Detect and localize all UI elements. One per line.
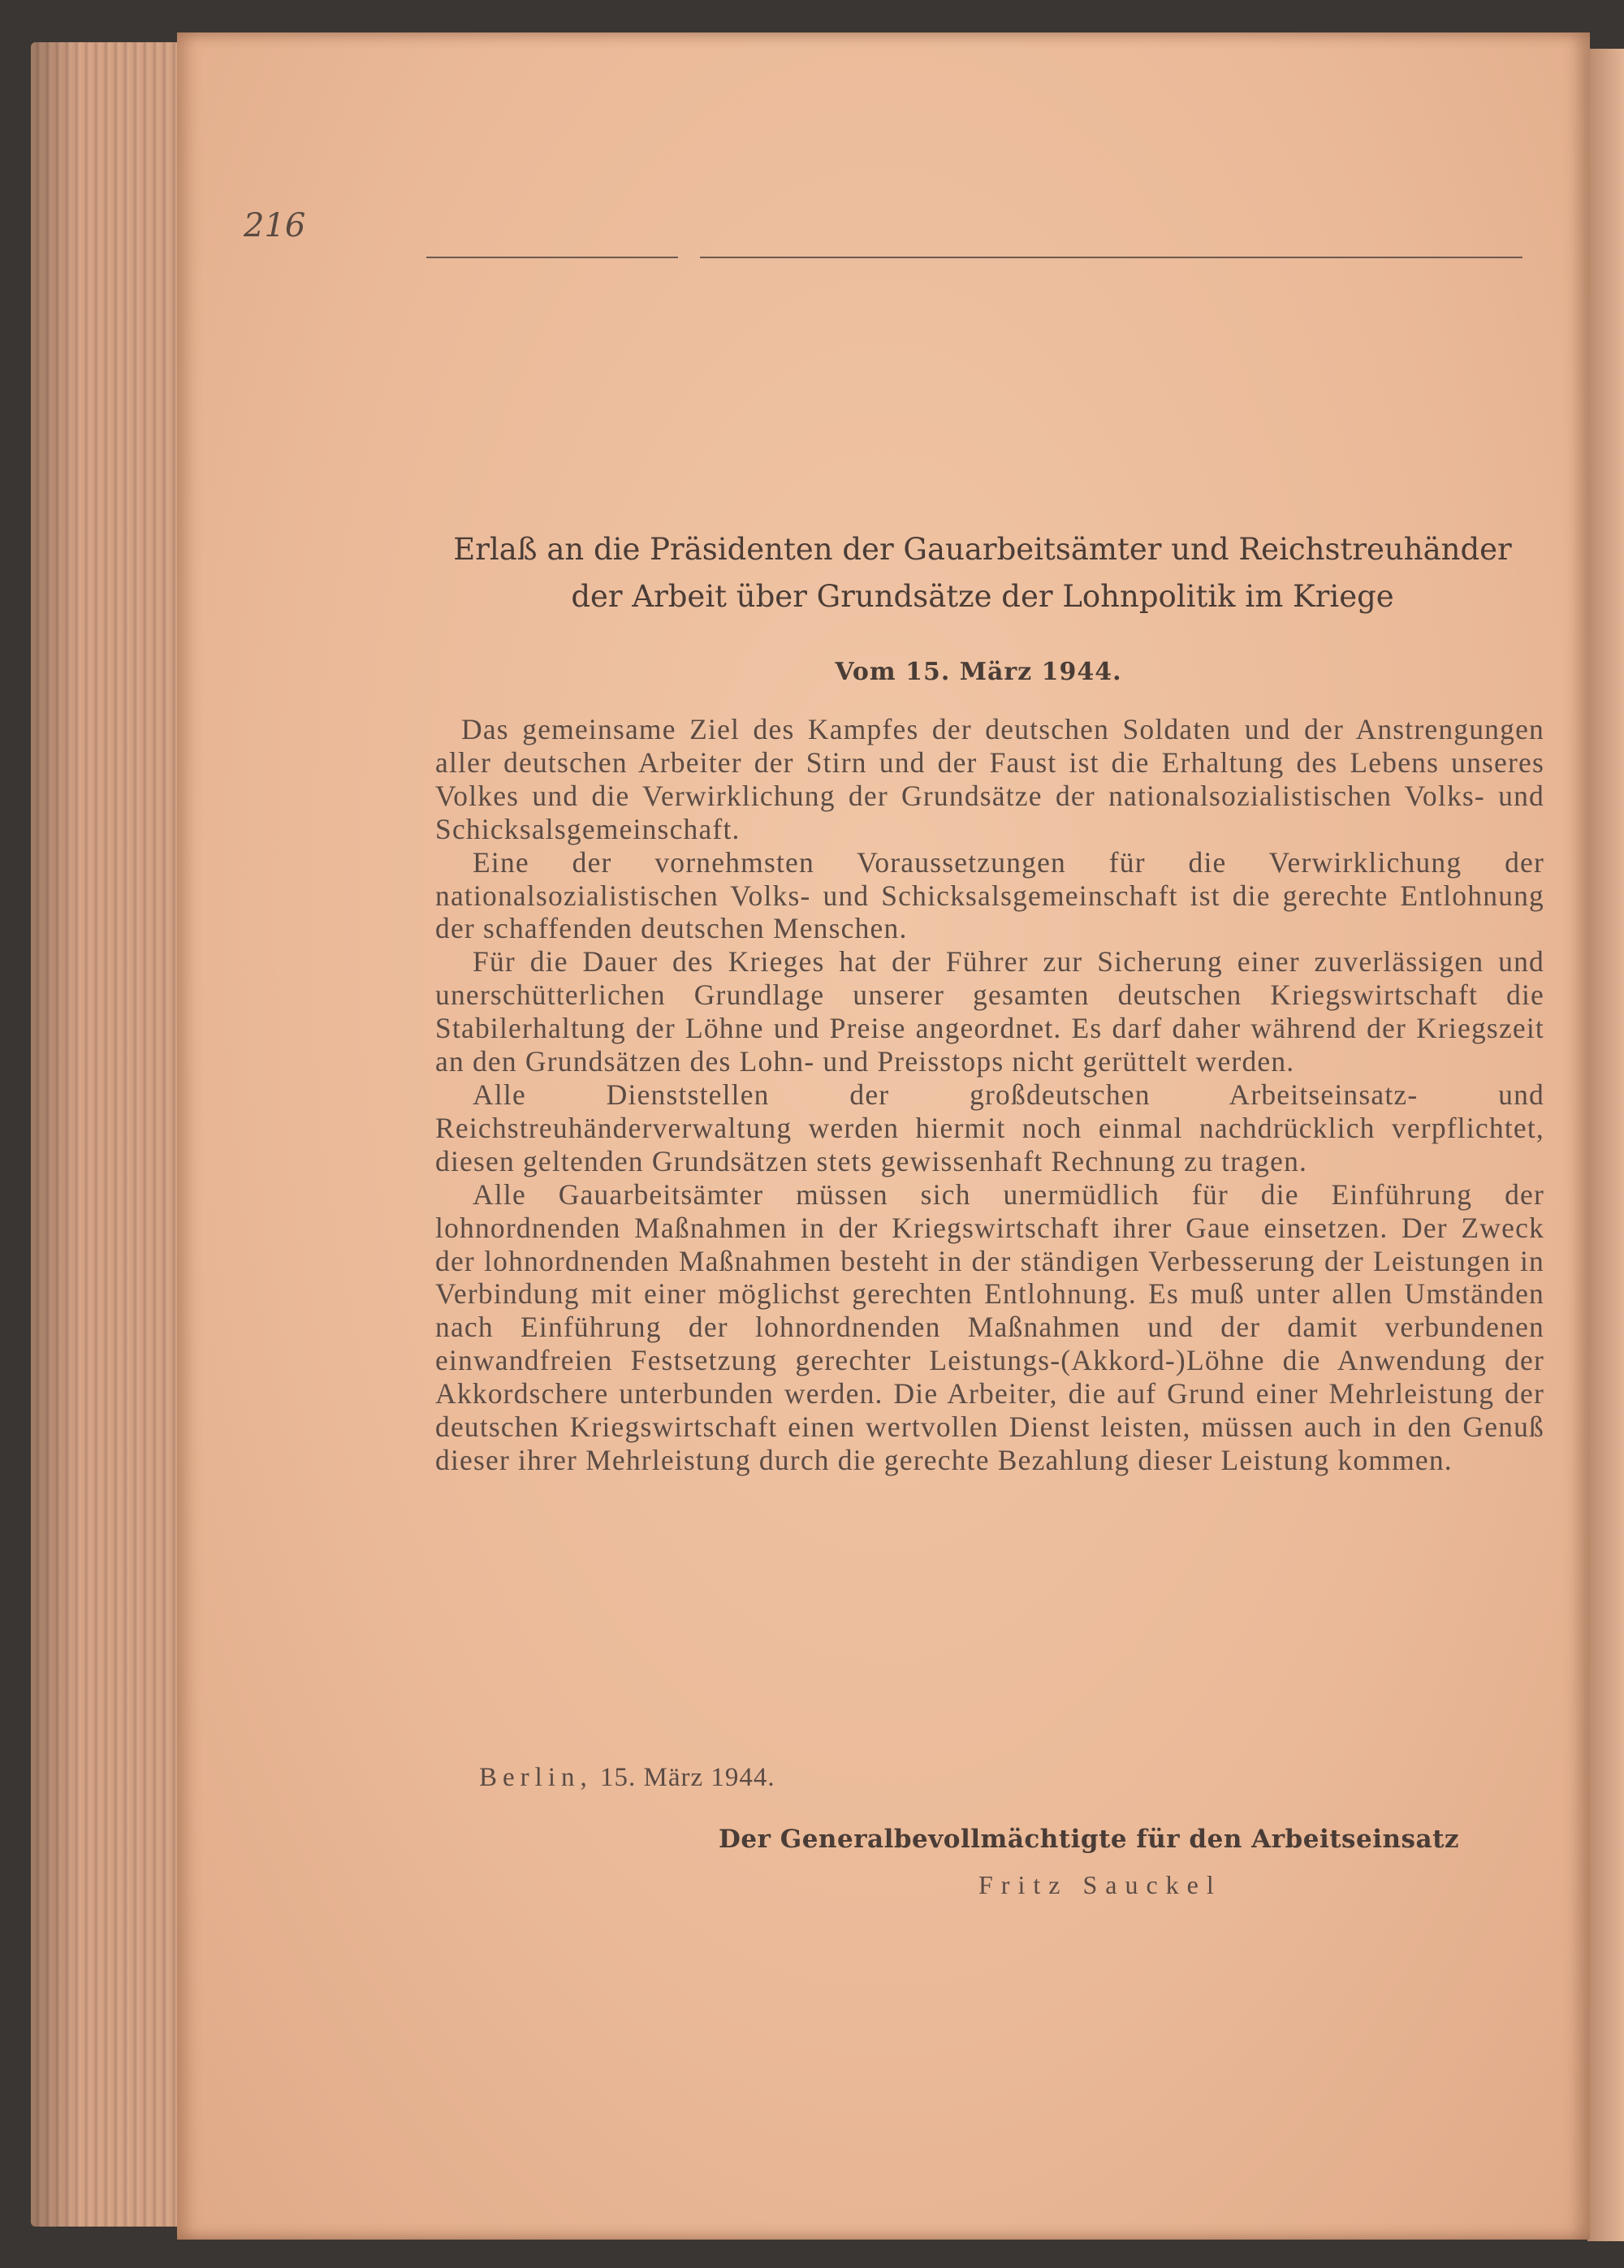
paragraph-3: Für die Dauer des Krieges hat der Führer zur Sicherung einer zuverlässigen und unerschütterlichen Grundlage unserer gesamten deutschen Kriegswirtschaft die Stabilerhaltung der Löhne und Preise angeordnet. Es darf daher während der Kriegszeit an den Grundsätzen des Lohn- und Preisstops nicht gerüttelt werden. [435,945,1544,1078]
page-number: 216 [244,207,306,244]
paragraph-1: Das gemeinsame Ziel des Kampfes der deutschen Soldaten und der Anstrengungen aller deutschen Arbeiter der Stirn und der Faust ist die Erhaltung des Lebens unseres Volkes und die Verwirklichung der Grundsätze der nationalsozialistischen Volks- und Schicksalsgemeinschaft. [435,713,1544,845]
place-and-date [479,1763,775,1793]
header-rule-right [700,257,1522,258]
closing-date: 15. März 1944. [599,1763,775,1792]
place: Berlin, [479,1763,593,1792]
page-edges-shadow [31,42,193,2227]
paragraph-4: Alle Dienststellen der großdeutschen Arbeitseinsatz- und Reichstreuhänderverwaltung werden hiermit noch einmal nachdrücklich verpflichtet, diesen geltenden Grundsätzen stets gewissenhaft Rechnung zu tragen. [435,1078,1544,1177]
title-line-2: der Arbeit über Grundsätze der Lohnpolitik im Kriege [571,579,1394,614]
decree-body [435,713,1544,1477]
title-line-1: Erlaß an die Präsidenten der Gauarbeitsämter und Reichstreuhänder [453,532,1512,567]
decree-title [426,526,1539,620]
paragraph-2: Eine der vornehmsten Voraussetzungen für die Verwirklichung der nationalsozialistischen Volks- und Schicksalsgemeinschaft ist die gerechte Entlohnung der schaffenden deutschen Menschen. [435,845,1544,945]
facing-page-edge [1587,49,1624,2241]
decree-date: Vom 15. März 1944. [835,658,1122,686]
signer-name: Fritz Sauckel [978,1870,1222,1899]
header-rule-left [426,257,678,258]
signer-title: Der Generalbevollmächtigte für den Arbeitseinsatz [719,1825,1459,1854]
paragraph-5: Alle Gauarbeitsämter müssen sich unermüdlich für die Einführung der lohnordnenden Maßnahmen in der Kriegswirtschaft ihrer Gaue einsetzen. Der Zweck der lohnordnenden Maßnahmen besteht in der ständigen Verbesserung der Leistungen in Verbindung mit einer möglichst gerechten Entlohnung. Es muß unter allen Umständen nach Einführung der lohnordnenden Maßnahmen und der damit verbundenen einwandfreien Festsetzung gerechter Leistungs-(Akkord-)Löhne die Anwendung der Akkordschere unterbunden werden. Die Arbeiter, die auf Grund einer Mehrleistung der deutschen Kriegswirtschaft einen wertvollen Dienst leisten, müssen auch in den Genuß dieser ihrer Mehrleistung durch die gerechte Bezahlung dieser Leistung kommen. [435,1177,1544,1476]
